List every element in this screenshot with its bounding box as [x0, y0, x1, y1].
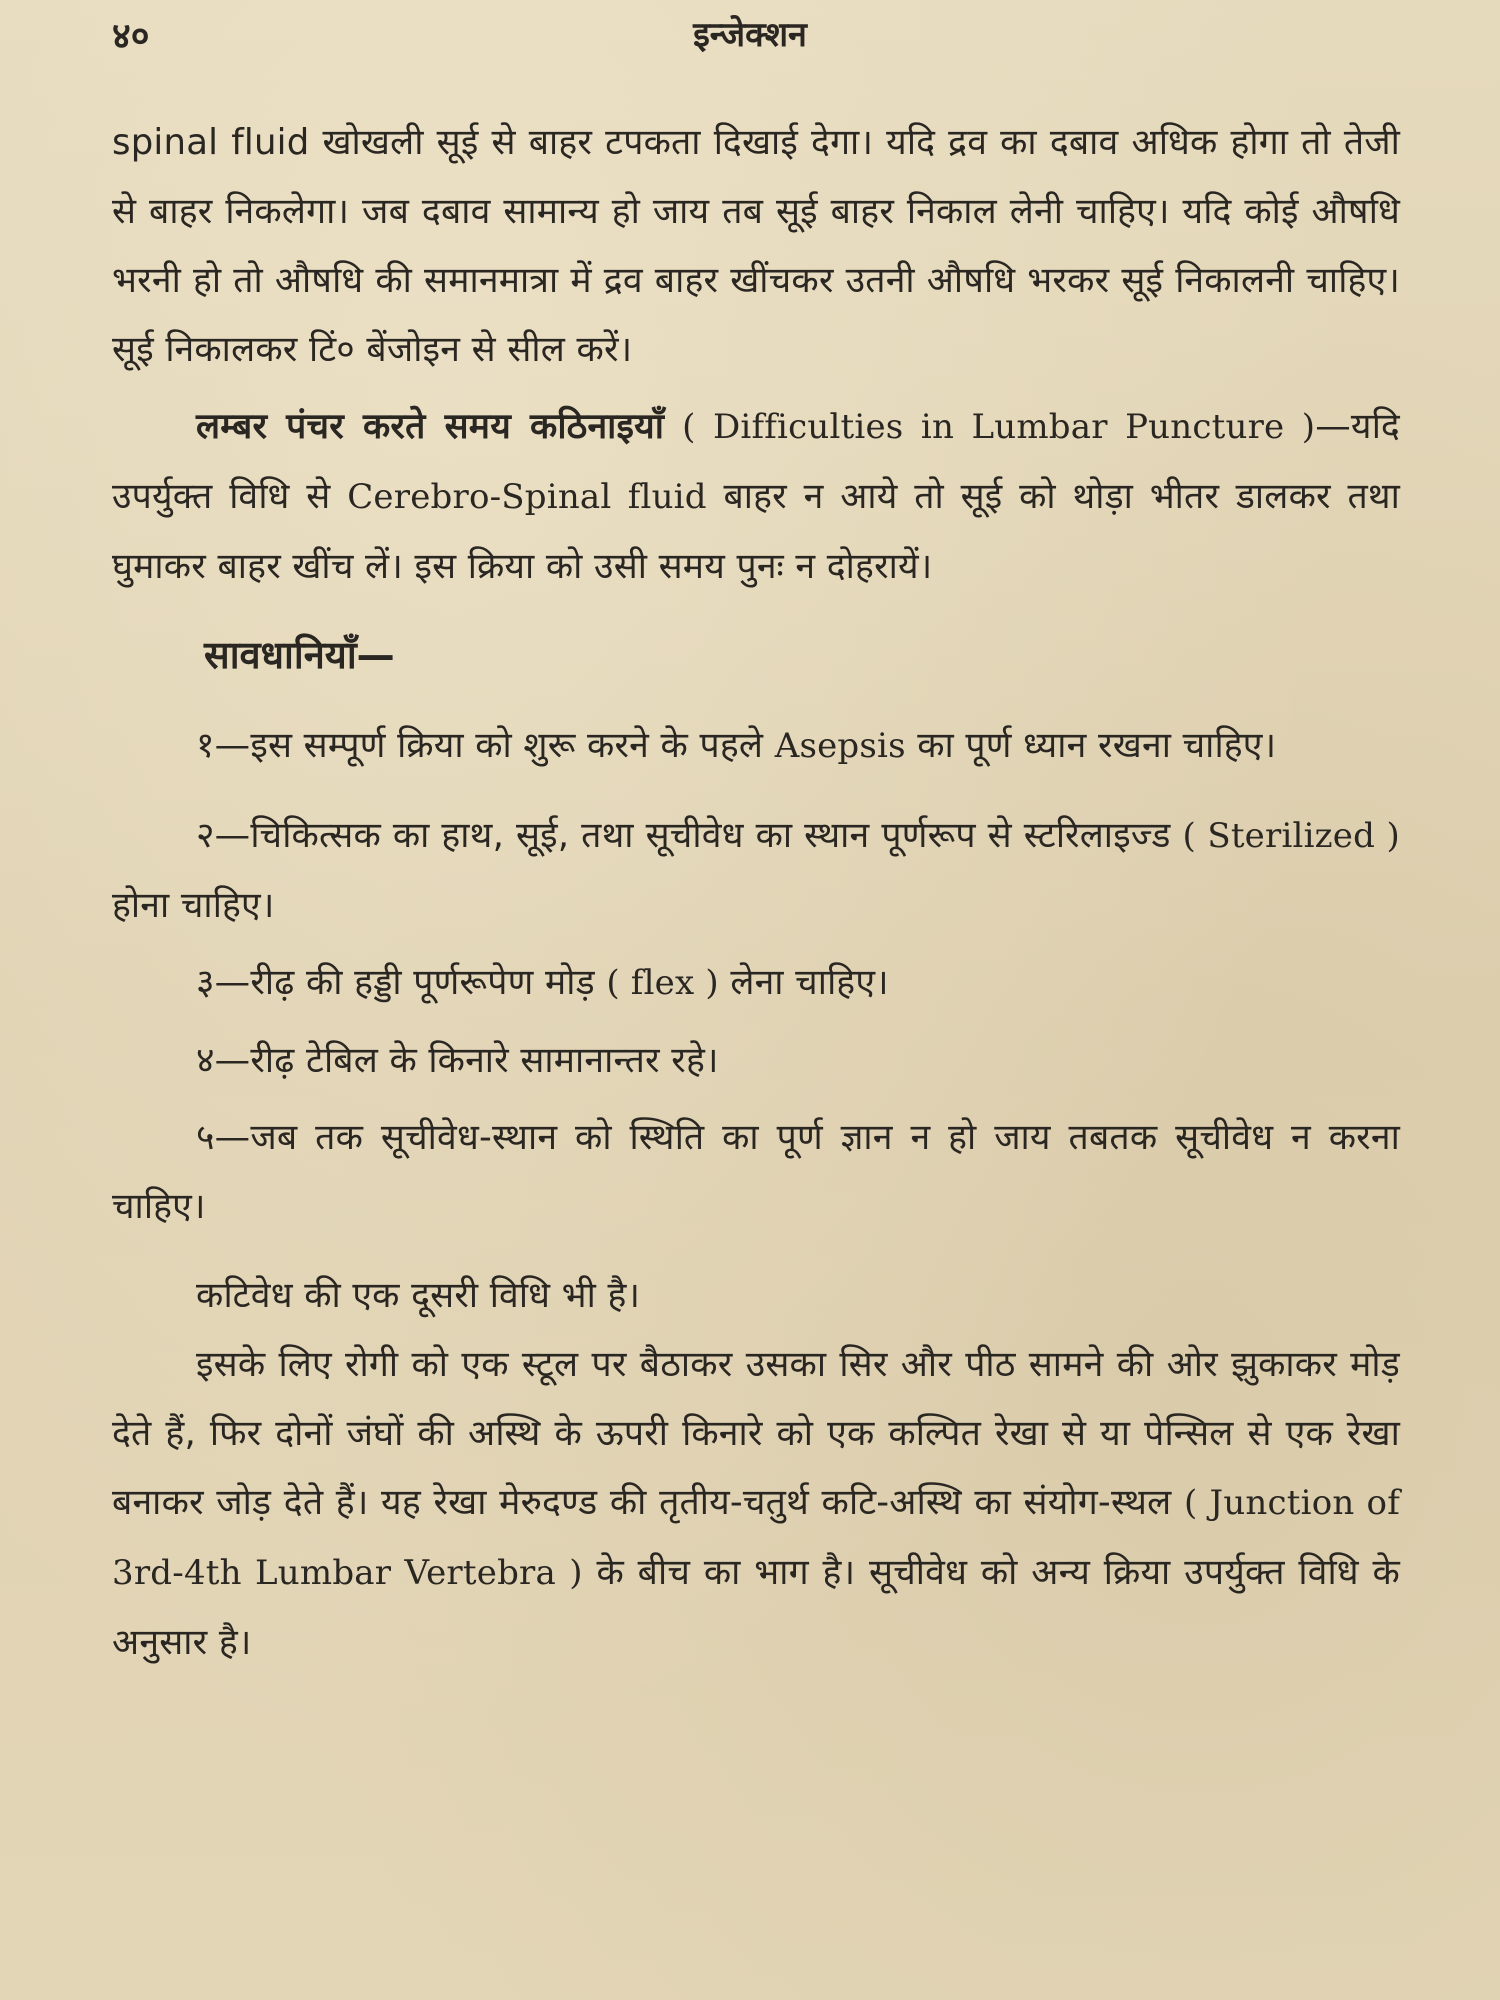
precaution-item-4: ४—रीढ़ टेबिल के किनारे सामानान्तर रहे।	[196, 1040, 719, 1081]
precaution-3-text-b: लेना चाहिए।	[730, 962, 889, 1003]
paragraph-second-method: कटिवेध की एक दूसरी विधि भी है।	[196, 1275, 641, 1316]
difficulties-heading: लम्बर पंचर करते समय कठिनाइयाँ	[196, 406, 665, 447]
precaution-2-text-a: २—चिकित्सक का हाथ, सूई, तथा सूचीवेध का स्थान पूर्णरूप से स्टरिलाइज्ड	[196, 815, 1171, 856]
precautions-heading: सावधानियाँ—	[204, 633, 395, 677]
running-title: इन्जेक्शन	[693, 15, 807, 55]
precaution-item-5: ५—जब तक सूचीवेध-स्थान को स्थिति का पूर्ण ज्ञान न हो जाय तबतक सूचीवेध न करना चाहिए।	[112, 1117, 1400, 1227]
cerebro-spinal-term: Cerebro-Spinal fluid	[347, 477, 707, 517]
precaution-item-1	[112, 711, 1400, 781]
difficulties-text-a: —यदि उपर्युक्त विधि से	[112, 406, 1400, 517]
body-text	[112, 108, 1400, 1677]
precaution-2-text-b: होना चाहिए।	[112, 885, 275, 926]
stool-method-text-a: इसके लिए रोगी को एक स्टूल पर बैठाकर उसका सिर और पीठ सामने की ओर झुकाकर मोड़ देते हैं, फिर दोनों जंघों की अस्थि के ऊपरी किनारे को एक कल्पित रेखा से या पेन्सिल से एक रेखा बनाकर जोड़ देते हैं। यह रेखा मेरुदण्ड की तृतीय-चतुर्थ कटि-अस्थि का संयोग-स्थल	[112, 1344, 1400, 1523]
precaution-3-text-a: ३—रीढ़ की हड्डी पूर्णरूपेण मोड़	[196, 962, 595, 1003]
precaution-item-2	[112, 801, 1400, 940]
difficulties-english-term: ( Difficulties in Lumbar Puncture )	[682, 407, 1316, 447]
difficulties-text-b: बाहर न आये तो सूई को थोड़ा भीतर डालकर तथा घुमाकर बाहर खींच लें। इस क्रिया को उसी समय पुनः न दोहरायें।	[112, 476, 1400, 587]
stool-method-text-b: के बीच का भाग है। सूचीवेध को अन्य क्रिया उपर्युक्त विधि के अनुसार है।	[112, 1552, 1400, 1663]
page-number: ४०	[112, 15, 150, 57]
sterilized-term: ( Sterilized )	[1182, 816, 1400, 856]
paragraph-spinal-fluid: spinal fluid खोखली सूई से बाहर टपकता दिखाई देगा। यदि द्रव का दबाव अधिक होगा तो तेजी से बाहर निकलेगा। जब दबाव सामान्य हो जाय तब सूई बाहर निकाल लेनी चाहिए। यदि कोई औषधि भरनी हो तो औषधि की समानमात्रा में द्रव बाहर खींचकर उतनी औषधि भरकर सूई निकालनी चाहिए। सूई निकालकर टिं० बेंजोइन से सील करें।	[112, 122, 1400, 370]
flex-term: ( flex )	[606, 963, 719, 1003]
junction-term: ( Junction of 3rd-4th Lumbar Vertebra )	[112, 1483, 1401, 1593]
asepsis-term: Asepsis	[774, 726, 906, 766]
paragraph-difficulties	[112, 392, 1400, 601]
paragraph-stool-method	[112, 1330, 1400, 1677]
precaution-1-text-b: का पूर्ण ध्यान रखना चाहिए।	[917, 725, 1277, 766]
precaution-item-3	[112, 948, 1400, 1018]
precaution-1-text-a: १—इस सम्पूर्ण क्रिया को शुरू करने के पहले	[196, 725, 764, 766]
